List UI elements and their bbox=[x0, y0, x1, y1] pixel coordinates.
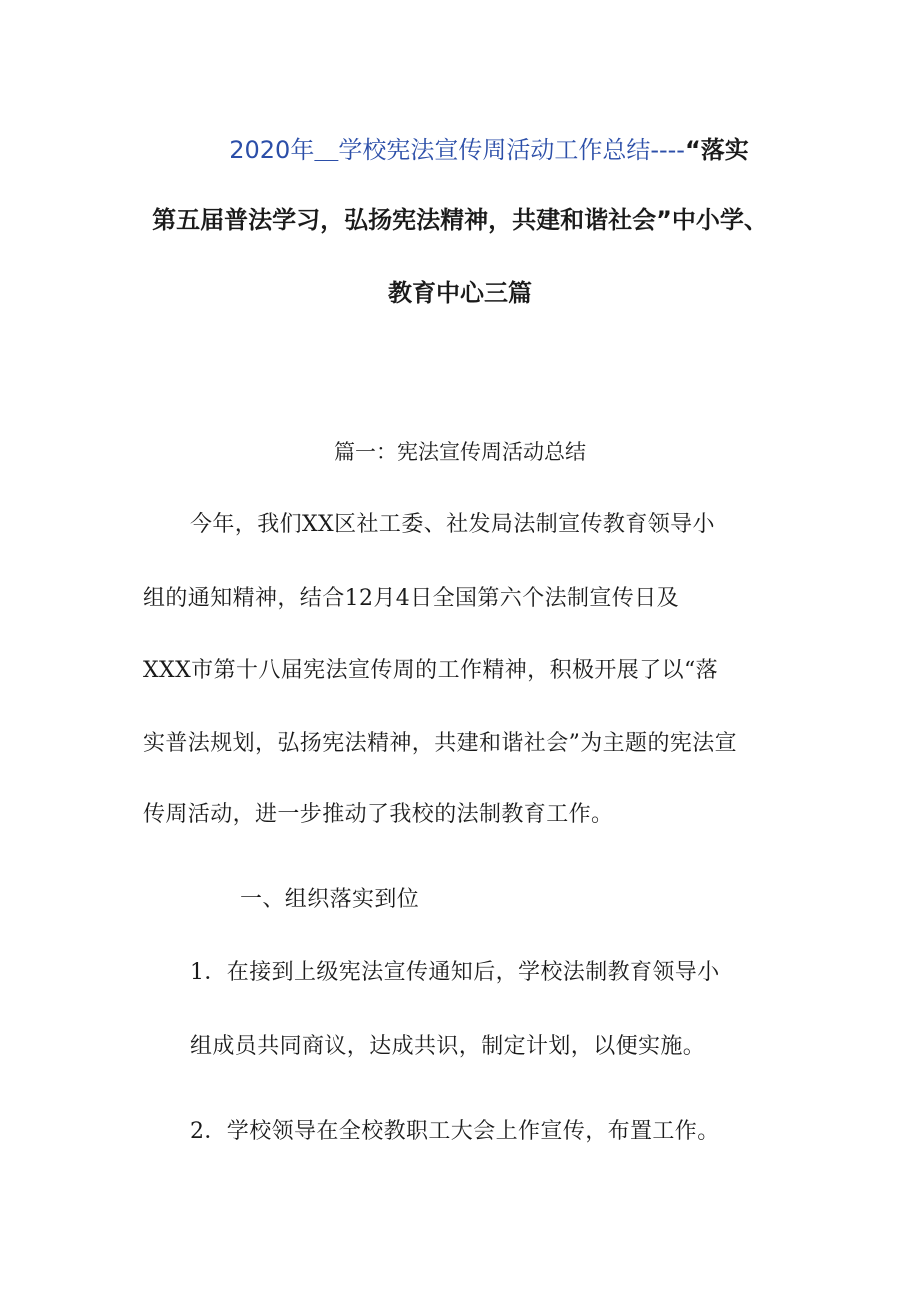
subsection-heading: 一、组织落实到位 bbox=[240, 887, 420, 912]
item-1-line-2: 组成员共同商议，达成共识，制定计划，以便实施。 bbox=[190, 1034, 706, 1059]
paragraph-line-5: 传周活动，进一步推动了我校的法制教育工作。 bbox=[143, 802, 614, 827]
title-line-1 bbox=[0, 135, 920, 165]
title-line-2: 第五届普法学习，弘扬宪法精神，共建和谐社会”中小学、 bbox=[152, 206, 768, 234]
item-1-line-1: 1．在接到上级宪法宣传通知后，学校法制教育领导小 bbox=[190, 960, 720, 985]
title-blue-text: 年＿学校宪法宣传周活动工作总结---- bbox=[290, 136, 685, 164]
item-2-line-1: 2．学校领导在全校教职工大会上作宣传，布置工作。 bbox=[190, 1119, 720, 1144]
title-line-3: 教育中心三篇 bbox=[388, 279, 532, 307]
paragraph-line-4: 实普法规划，弘扬宪法精神，共建和谐社会”为主题的宪法宣 bbox=[143, 731, 738, 756]
section-heading: 篇一：宪法宣传周活动总结 bbox=[334, 440, 586, 464]
title-black-text: “落实 bbox=[684, 136, 749, 164]
paragraph-line-3: XXX市第十八届宪法宣传周的工作精神，积极开展了以“落 bbox=[143, 658, 719, 683]
title-year: 2020 bbox=[229, 136, 291, 164]
paragraph-line-2: 组的通知精神，结合12月4日全国第六个法制宣传日及 bbox=[143, 586, 679, 611]
paragraph-line-1: 今年，我们XX区社工委、社发局法制宣传教育领导小 bbox=[190, 512, 715, 537]
